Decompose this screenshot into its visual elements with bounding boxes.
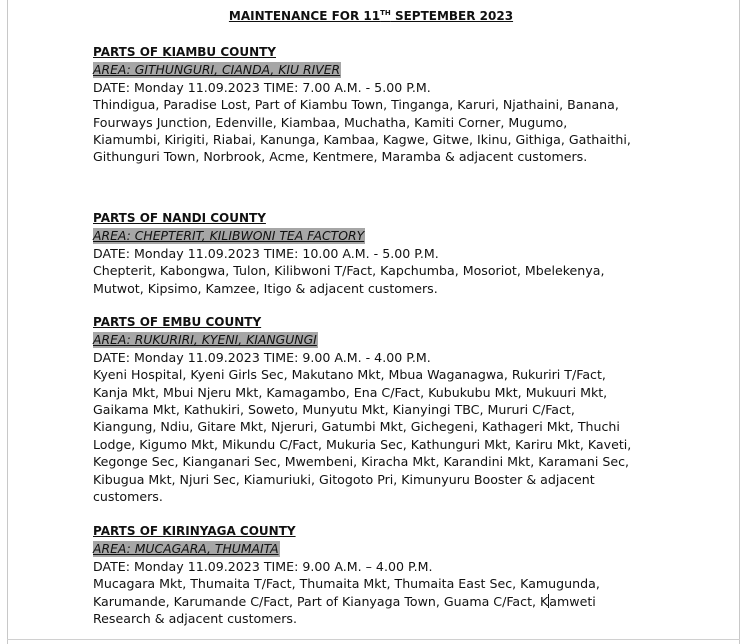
page-title-superscript: TH [380, 9, 391, 17]
section-date-time: DATE: Monday 11.09.2023 TIME: 10.00 A.M. - 5.00 P.M. [93, 245, 439, 261]
page-title-prefix: MAINTENANCE FOR 11 [228, 9, 381, 23]
section-affected-places: Kyeni Hospital, Kyeni Girls Sec, Makutano Mkt, Mbua Waganagwa, Rukuriri T/Fact, Kanja Mkt, Mbui Njeru Mkt, Kamagambo, Ena C/Fact, Kubukubu Mkt, Mukuuri Mkt, Gaikama Mkt, Kathukiri, Soweto, Munyutu Mkt, Kianyingi TBC, Mururi C/Fact, Kiangung, Ndiu, Gitare Mkt, Njeruri, Gatumbi Mkt, Gichegeni, Kathageri Mkt, Thuchi Lodge, Kigumo Mkt, Mikundu C/Fact, Mukuria Sec, Kathunguri Mkt, Kariru Mkt, Kaveti, Kegonge Sec, Kianganari Sec, Mwembeni, Kiracha Mkt, Karandini Mkt, Karamani Sec, Kibugua Mkt, Njuri Sec, Kiamuriuki, Gitogoto Pri, Kimunyuru Booster & adjacent customers. [93, 367, 632, 505]
page-title [0, 9, 742, 23]
section-affected-places: Thindigua, Paradise Lost, Part of Kiambu Town, Tinganga, Karuri, Njathaini, Banana, Fourways Junction, Edenville, Kiambaa, Muchatha, Kamiti Corner, Mugumo, Kiamumbi, Kirigiti, Riabai, Kanunga, Kambaa, Kagwe, Gitwe, Ikinu, Githiga, Gathaithi, Githunguri Town, Norbrook, Acme, Kentmere, Maramba & adjacent customers. [93, 97, 631, 165]
page-left-border [7, 0, 8, 644]
section-heading: PARTS OF NANDI COUNTY [93, 211, 266, 225]
page-bottom-border [7, 639, 740, 640]
section-area-highlight: AREA: MUCAGARA, THUMAITA [93, 541, 279, 557]
section-heading: PARTS OF EMBU COUNTY [93, 315, 262, 329]
section-kiambu [93, 44, 638, 166]
section-heading: PARTS OF KIAMBU COUNTY [93, 45, 276, 59]
section-area-highlight: AREA: CHEPTERIT, KILIBWONI TEA FACTORY [93, 228, 365, 244]
section-date-time: DATE: Monday 11.09.2023 TIME: 7.00 A.M. - 5.00 P.M. [93, 79, 431, 95]
section-area-highlight: AREA: RUKURIRI, KYENI, KIANGUNGI [93, 332, 317, 348]
section-area-highlight: AREA: GITHUNGURI, CIANDA, KIU RIVER [93, 62, 341, 78]
places-text-after-cursor: amweti Research & adjacent customers. [93, 593, 596, 627]
section-embu [93, 314, 638, 505]
page-right-border [739, 0, 740, 644]
section-date-time: DATE: Monday 11.09.2023 TIME: 9.00 A.M. - 4.00 P.M. [93, 349, 431, 365]
section-affected-places[interactable] [93, 575, 638, 627]
section-heading: PARTS OF KIRINYAGA COUNTY [93, 524, 296, 538]
page-title-suffix: SEPTEMBER 2023 [390, 9, 514, 23]
places-text-before-cursor: Mucagara Mkt, Thumaita T/Fact, Thumaita Mkt, Thumaita East Sec, Kamugunda, Karumande, Karumande C/Fact, Part of Kianyaga Town, Guama C/Fact, K [93, 576, 600, 609]
section-kirinyaga [93, 523, 638, 627]
section-date-time: DATE: Monday 11.09.2023 TIME: 9.00 A.M. – 4.00 P.M. [93, 558, 433, 574]
section-nandi [93, 210, 638, 297]
section-affected-places: Chepterit, Kabongwa, Tulon, Kilibwoni T/Fact, Kapchumba, Mosoriot, Mbelekenya, Mutwot, Kipsimo, Kamzee, Itigo & adjacent customers. [93, 263, 605, 296]
